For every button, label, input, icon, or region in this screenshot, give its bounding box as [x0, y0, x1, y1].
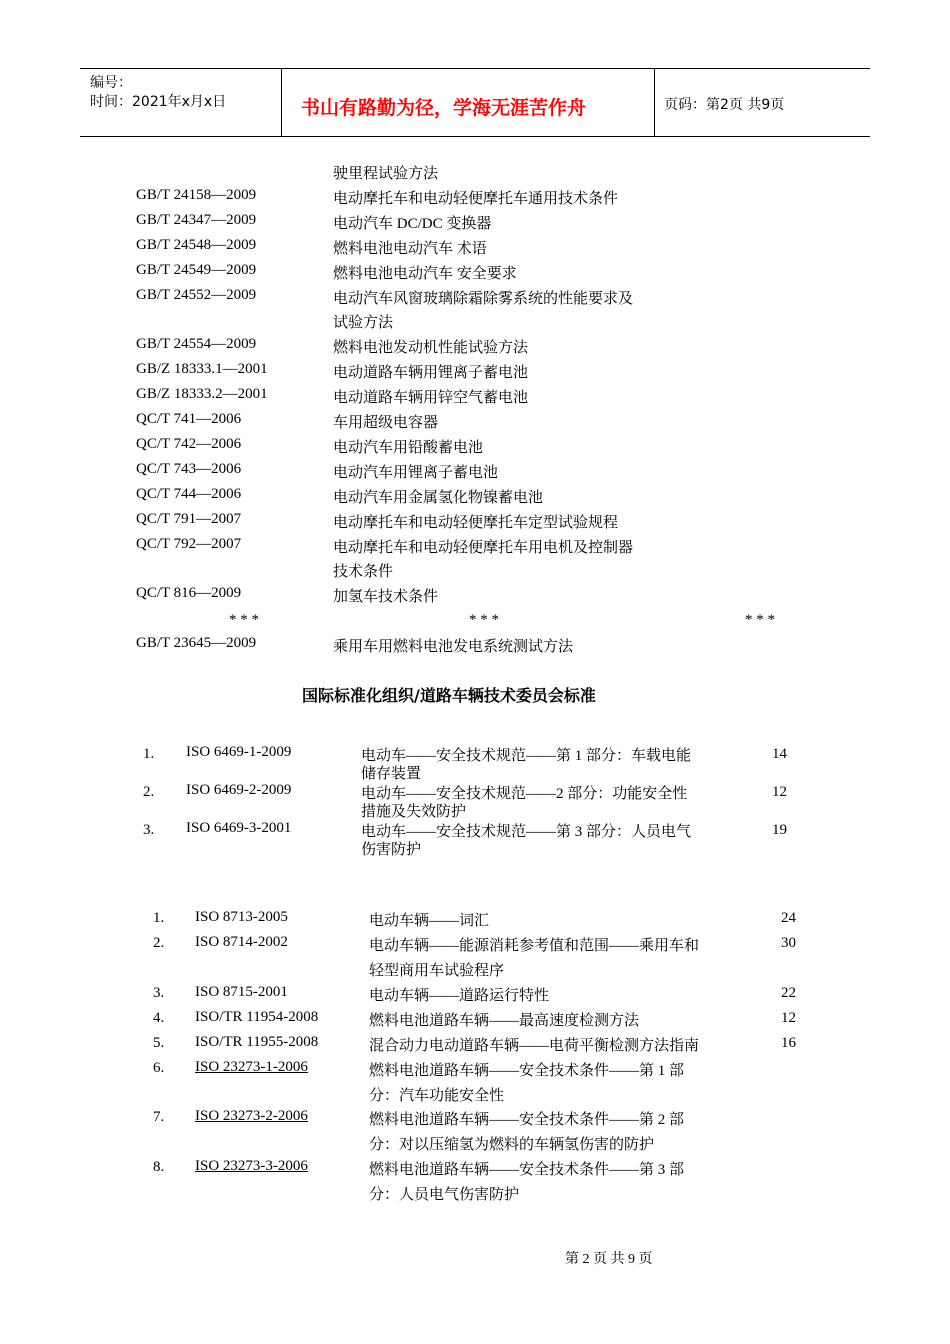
standard-code: QC/T 744—2006: [136, 485, 242, 502]
standard-code: GB/T 24158—2009: [136, 186, 257, 203]
standard-title: 电动道路车辆用锌空气蓄电池: [333, 390, 529, 407]
iso-item-number: 3.: [143, 822, 155, 838]
iso-item-title-cont: 轻型商用车试验程序: [369, 963, 505, 979]
iso-section-title: 国际标准化组织/道路车辆技术委员会标准: [302, 686, 596, 705]
iso-item-code: ISO 8713-2005: [195, 909, 288, 925]
standard-title: 试验方法: [333, 315, 394, 332]
iso-item-title: 电动车——安全技术规范——第 1 部分：车载电能: [361, 748, 692, 764]
stars-left: * * *: [229, 612, 259, 628]
iso-item-title: 电动车辆——词汇: [369, 913, 490, 929]
iso-item-pages: 30: [781, 935, 796, 951]
iso-item-title-cont: 储存装置: [361, 766, 422, 782]
iso-item-title: 电动车——安全技术规范——2 部分：功能安全性: [361, 786, 688, 802]
header-divider: [654, 68, 655, 136]
iso-item-title-cont: 措施及失效防护: [361, 804, 467, 820]
page-footer: 第 2 页 共 9 页: [565, 1252, 653, 1267]
iso-item-pages: 14: [772, 746, 787, 762]
iso-item-number: 2.: [143, 784, 155, 800]
standard-code: GB/T 24549—2009: [136, 261, 257, 278]
standard-code: GB/T 24347—2009: [136, 211, 257, 228]
iso-item-title: 混合动力电动道路车辆——电荷平衡检测方法指南: [369, 1038, 700, 1054]
number-label: 编号：: [90, 75, 132, 91]
standard-title: 电动摩托车和电动轻便摩托车通用技术条件: [333, 190, 619, 207]
iso-item-number: 5.: [153, 1035, 165, 1051]
iso-item-code: ISO 23273-1-2006: [195, 1059, 308, 1075]
iso-item-code: ISO/TR 11954-2008: [195, 1009, 319, 1025]
iso-item-title: 电动车辆——能源消耗参考值和范围——乘用车和: [369, 938, 700, 954]
iso-item-code: ISO 8714-2002: [195, 934, 288, 950]
standard-code: QC/T 816—2009: [136, 585, 242, 602]
iso-item-title: 燃料电池道路车辆——安全技术条件——第 1 部: [369, 1063, 685, 1079]
standard-title: 电动汽车 DC/DC 变换器: [333, 215, 492, 232]
iso-item-number: 1.: [153, 910, 165, 926]
standard-title: 电动汽车用铅酸蓄电池: [333, 439, 484, 456]
iso-item-code: ISO 6469-3-2001: [186, 820, 292, 836]
iso-item-title-cont: 分：汽车功能安全性: [369, 1088, 505, 1104]
header-motto: 书山有路勤为径，学海无涯苦作舟: [301, 97, 587, 119]
stars-middle: * * *: [469, 612, 499, 628]
iso-item-pages: 12: [772, 784, 787, 800]
iso-item-pages: 22: [781, 985, 796, 1001]
iso-item-pages: 12: [781, 1010, 796, 1026]
standard-code: QC/T 791—2007: [136, 510, 242, 527]
iso-item-title-cont: 分：对以压缩氢为燃料的车辆氢伤害的防护: [369, 1137, 655, 1153]
standard-title: 电动摩托车和电动轻便摩托车用电机及控制器: [333, 539, 634, 556]
iso-item-pages: 24: [781, 910, 796, 926]
standard-code: GB/Z 18333.2—2001: [136, 386, 268, 403]
iso-item-pages: 16: [781, 1035, 796, 1051]
standard-title: 燃料电池发动机性能试验方法: [333, 340, 529, 357]
iso-item-number: 8.: [153, 1159, 165, 1175]
header-divider: [281, 68, 282, 136]
standard-title: 电动汽车用锂离子蓄电池: [333, 464, 499, 481]
standard-title: 乘用车用燃料电池发电系统测试方法: [333, 639, 574, 655]
standard-code: GB/T 24554—2009: [136, 336, 257, 353]
standard-title: 电动汽车风窗玻璃除霜除雾系统的性能要求及: [333, 290, 634, 307]
iso-item-title: 燃料电池道路车辆——安全技术条件——第 3 部: [369, 1162, 685, 1178]
page-label: 页码：第2页 共9页: [664, 97, 785, 113]
standard-title: 燃料电池电动汽车 术语: [333, 240, 487, 257]
standard-title: 电动摩托车和电动轻便摩托车定型试验规程: [333, 514, 619, 531]
header-bottom-rule: [80, 136, 870, 137]
iso-item-title: 燃料电池道路车辆——安全技术条件——第 2 部: [369, 1112, 685, 1128]
iso-item-code: ISO/TR 11955-2008: [195, 1034, 319, 1050]
iso-item-number: 3.: [153, 985, 165, 1001]
standard-title: 车用超级电容器: [333, 415, 439, 431]
iso-item-pages: 19: [772, 822, 787, 838]
iso-item-title: 电动车辆——道路运行特性: [369, 988, 550, 1004]
standard-code: QC/T 792—2007: [136, 535, 242, 552]
iso-item-number: 4.: [153, 1010, 165, 1026]
iso-item-code: ISO 23273-2-2006: [195, 1108, 308, 1124]
standard-code: GB/T 24552—2009: [136, 286, 257, 303]
iso-item-title-cont: 分：人员电气伤害防护: [369, 1187, 520, 1203]
iso-item-code: ISO 6469-1-2009: [186, 744, 292, 760]
standard-title: 加氢车技术条件: [333, 589, 439, 606]
iso-item-number: 7.: [153, 1109, 165, 1125]
iso-item-number: 6.: [153, 1060, 165, 1076]
standard-title: 电动道路车辆用锂离子蓄电池: [333, 365, 529, 382]
iso-item-number: 2.: [153, 935, 165, 951]
iso-item-title-cont: 伤害防护: [361, 842, 422, 858]
iso-item-code: ISO 8715-2001: [195, 984, 288, 1000]
standard-title: 技术条件: [333, 564, 394, 581]
standard-code: GB/Z 18333.1—2001: [136, 361, 268, 378]
standard-title: 驶里程试验方法: [333, 166, 439, 182]
standard-code: GB/T 23645—2009: [136, 635, 257, 651]
iso-item-code: ISO 23273-3-2006: [195, 1158, 308, 1174]
stars-right: * * *: [745, 612, 775, 628]
iso-item-title: 燃料电池道路车辆——最高速度检测方法: [369, 1013, 640, 1029]
iso-item-code: ISO 6469-2-2009: [186, 782, 292, 798]
standard-code: QC/T 741—2006: [136, 411, 242, 427]
standard-code: QC/T 743—2006: [136, 460, 242, 477]
header-top-rule: [80, 68, 870, 69]
standard-code: GB/T 24548—2009: [136, 236, 257, 253]
standard-title: 电动汽车用金属氢化物镍蓄电池: [333, 489, 544, 506]
standard-code: QC/T 742—2006: [136, 435, 242, 452]
iso-item-number: 1.: [143, 746, 155, 762]
time-label: 时间：2021年x月x日: [90, 94, 227, 110]
iso-item-title: 电动车——安全技术规范——第 3 部分：人员电气: [361, 824, 692, 840]
standard-title: 燃料电池电动汽车 安全要求: [333, 265, 517, 282]
